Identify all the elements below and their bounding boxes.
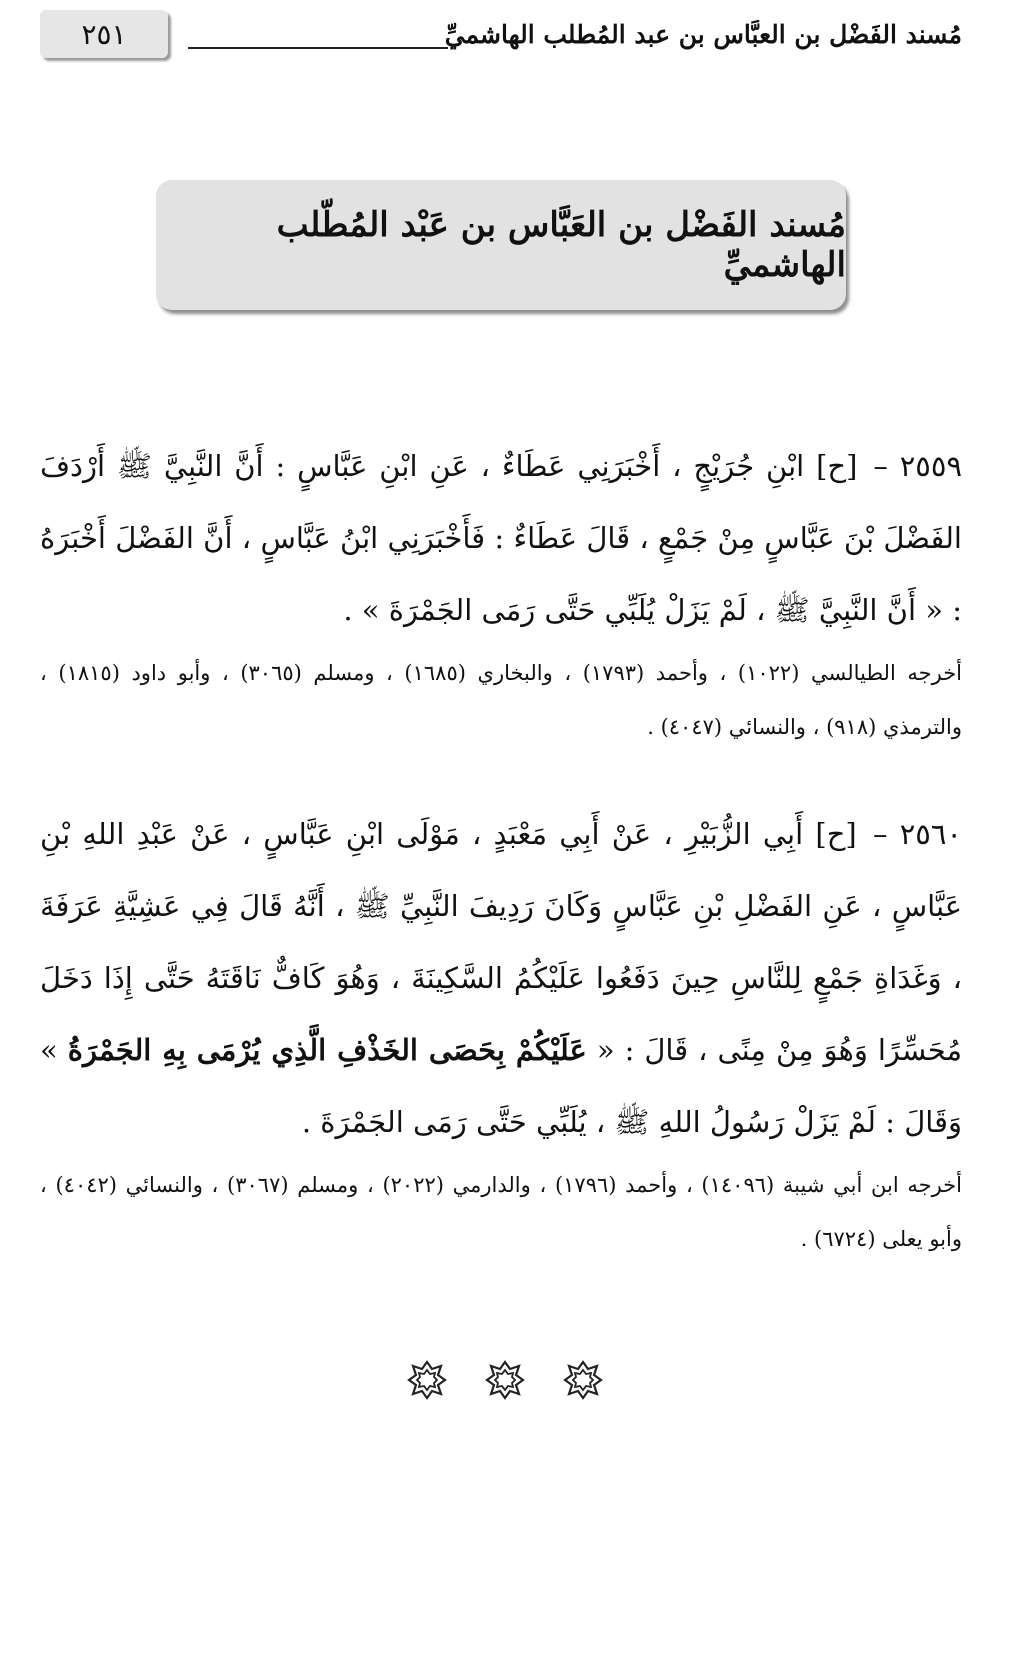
hadith-number: ٢٥٦٠ – xyxy=(872,817,962,851)
running-head-title: مُسند الفَضْل بن العبَّاس بن عبد المُطلب الهاشميِّ xyxy=(444,19,962,49)
section-title-text: مُسند الفَضْل بن العَبَّاس بن عَبْد المُطّلب الهاشميِّ xyxy=(276,205,846,285)
page-number-text: ٢٥١ xyxy=(81,17,127,51)
hadith-2559 xyxy=(40,430,962,646)
running-head-rule xyxy=(188,47,448,49)
star-ornament-icon xyxy=(407,1360,447,1400)
section-title xyxy=(156,180,846,310)
hadith-number: ٢٥٥٩ – xyxy=(873,449,963,483)
page-header xyxy=(36,6,962,62)
star-ornament-icon xyxy=(485,1360,525,1400)
hadith-2559-takhrij: أخرجه الطيالسي (١٠٢٢) ، وأحمد (١٧٩٣) ، والبخاري (١٦٨٥) ، ومسلم (٣٠٦٥) ، وأبو داود (١٨١٥) ، والترمذي (٩١٨) ، والنسائي (٤٠٤٧) . xyxy=(40,661,963,739)
hadith-text: [ح] ابْنِ جُرَيْجٍ ، أَخْبَرَنِي عَطَاءٌ ، عَنِ ابْنِ عَبَّاسٍ : أَنَّ النَّبِيَّ ﷺ أَرْدَفَ الفَضْلَ بْنَ عَبَّاسٍ مِنْ جَمْعٍ ، قَالَ عَطَاءٌ : فَأَخْبَرَنِي ابْنُ عَبَّاسٍ ، أَنَّ الفَضْلَ أَخْبَرَهُ : « أَنَّ النَّبِيَّ ﷺ ، لَمْ يَزَلْ يُلَبِّي حَتَّى رَمَى الجَمْرَةَ » . xyxy=(40,449,962,627)
hadith-text-end: » وَقَالَ : لَمْ يَزَلْ رَسُولُ اللهِ ﷺ ، يُلَبِّي حَتَّى رَمَى الجَمْرَةَ . xyxy=(40,1033,962,1139)
hadith-2560 xyxy=(40,798,962,1158)
spacer xyxy=(40,754,962,798)
hadith-text: [ح] أَبِي الزُّبَيْرِ ، عَنْ أَبِي مَعْبَدٍ ، مَوْلَى ابْنِ عَبَّاسٍ ، عَنْ عَبْدِ اللهِ بْنِ عَبَّاسٍ ، عَنِ الفَضْلِ بْنِ عَبَّاسٍ وَكَانَ رَدِيفَ النَّبِيِّ ﷺ ، أَنَّهُ قَالَ فِي عَشِيَّةِ عَرَفَةَ ، وَغَدَاةِ جَمْعٍ لِلنَّاسِ حِينَ دَفَعُوا عَلَيْكُمُ السَّكِينَةَ ، وَهُوَ كَافٌّ نَاقَتَهُ حَتَّى إِذَا دَخَلَ مُحَسِّرًا وَهُوَ مِنْ مِنًى ، قَالَ : « xyxy=(40,817,963,1067)
page-number xyxy=(40,10,168,58)
hadith-2560-takhrij: أخرجه ابن أبي شيبة (١٤٠٩٦) ، وأحمد (١٧٩٦) ، والدارمي (٢٠٢٢) ، ومسلم (٣٠٦٧) ، والنسائي (٤٠٤٢) ، وأبو يعلى (٦٧٢٤) . xyxy=(40,1173,962,1251)
star-ornament-icon xyxy=(563,1360,603,1400)
section-end-ornaments xyxy=(0,1360,1010,1400)
page-body xyxy=(40,430,962,1266)
hadith-quote-bold: عَلَيْكُمْ بِحَصَى الخَذْفِ الَّذِي يُرْمَى بِهِ الجَمْرَةُ xyxy=(67,1033,587,1067)
